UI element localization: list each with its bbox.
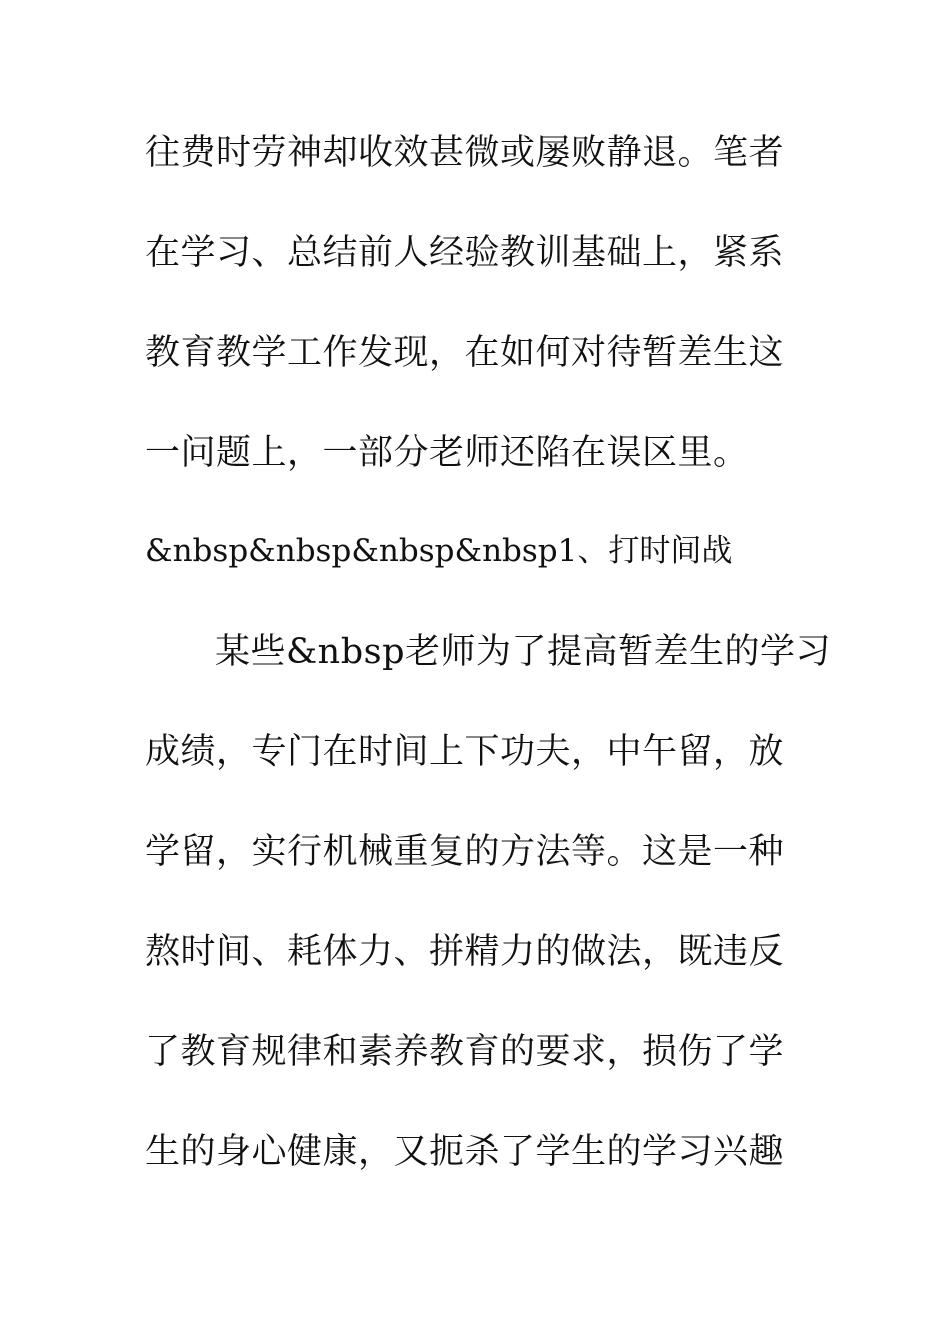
paragraph-line: 熬时间、耗体力、拼精力的做法，既违反 — [145, 932, 785, 972]
paragraph-line: 生的身心健康，又扼杀了学生的学习兴趣 — [145, 1132, 785, 1172]
paragraph-line: 教育教学工作发现，在如何对待暂差生这 — [145, 333, 785, 373]
paragraph-line: 学留，实行机械重复的方法等。这是一种 — [145, 832, 785, 872]
paragraph-line: 某些&nbsp老师为了提高暂差生的学习 — [215, 632, 831, 672]
paragraph-line: 了教育规律和素养教育的要求，损伤了学 — [145, 1032, 785, 1072]
paragraph-line: 在学习、总结前人经验教训基础上，紧系 — [145, 233, 785, 273]
paragraph-line: 往费时劳神却收效甚微或屡败静退。笔者 — [145, 133, 785, 173]
section-heading: &nbsp&nbsp&nbsp&nbsp1、打时间战 — [145, 533, 733, 569]
paragraph-line: 一问题上，一部分老师还陷在误区里。 — [145, 433, 749, 473]
paragraph-line: 成绩，专门在时间上下功夫，中午留，放 — [145, 732, 785, 772]
